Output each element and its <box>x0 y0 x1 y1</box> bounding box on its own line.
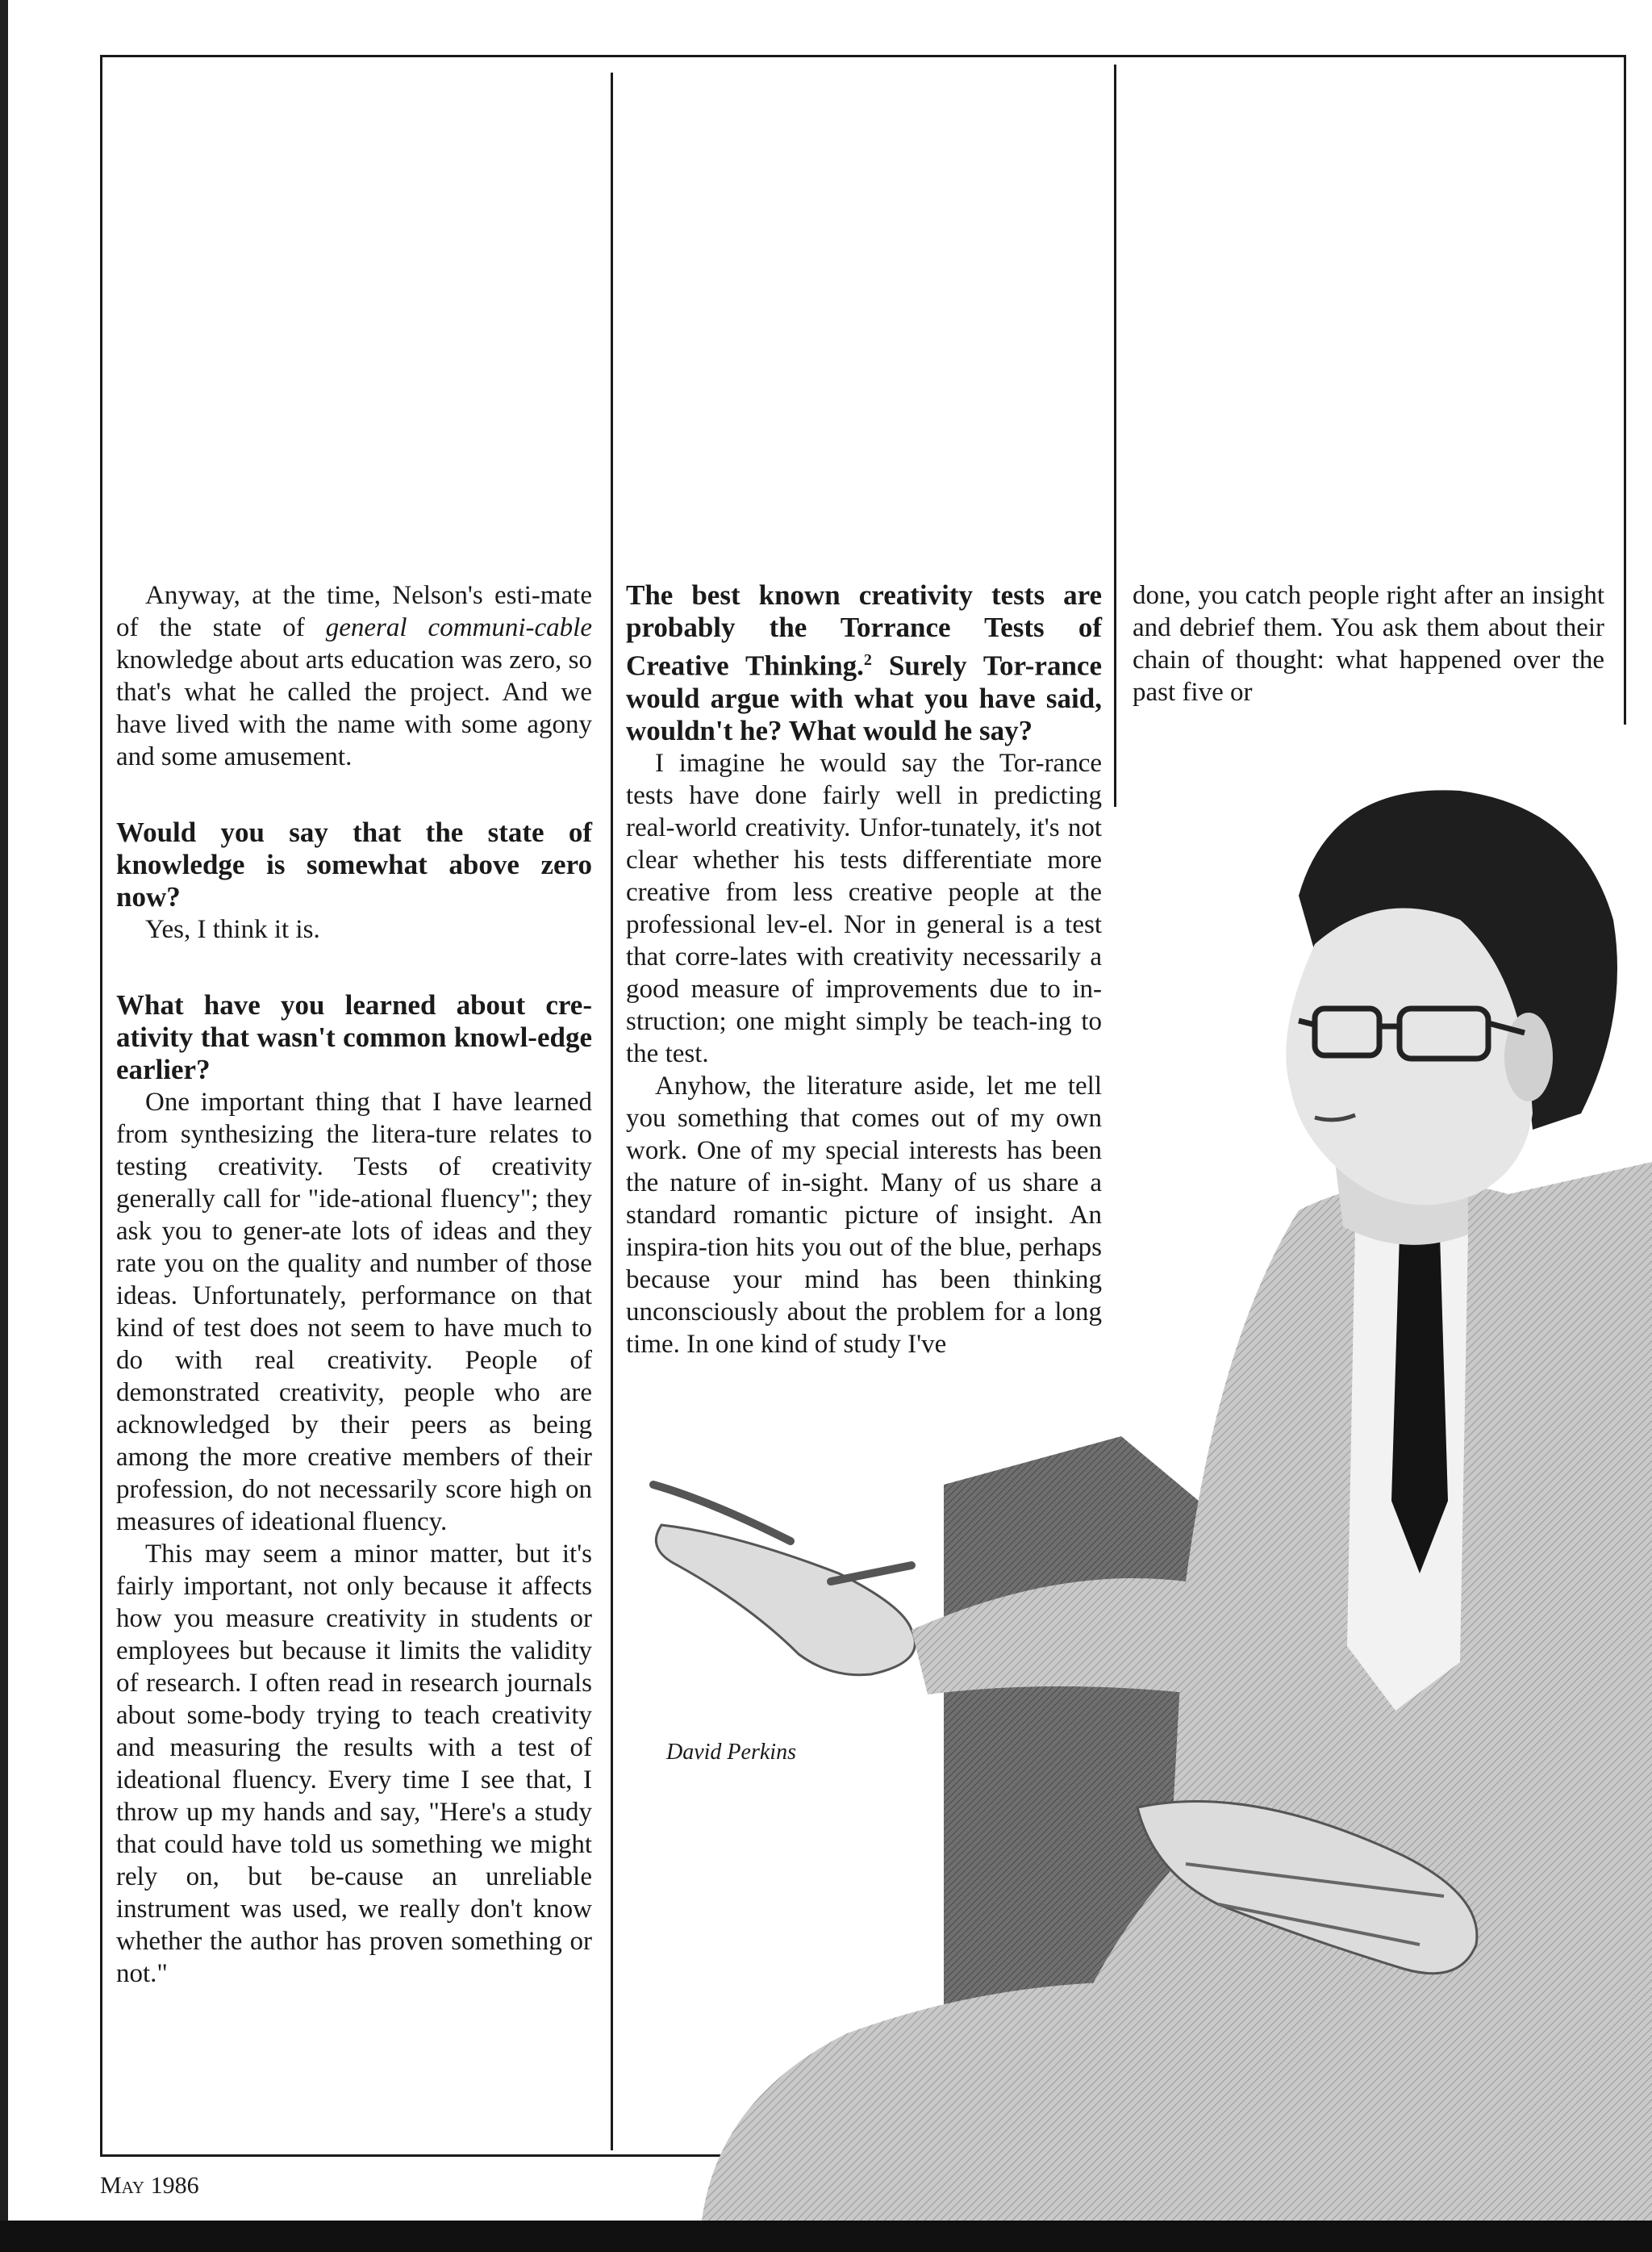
question-1: Would you say that the state of knowledge is somewhat above zero now? <box>116 817 592 913</box>
answer-2-paragraph-2: This may seem a minor matter, but it's fairly important, not only because it affects how you measure creativity in students or employees but because it limits the validity of research. I often read in research journals about some-body trying to teach creativity and measuring the results with a test of ideational fluency. Every time I see that, I throw up my hands and say, "Here's a study that could have told us something we might rely on, but be-cause an unreliable instrument was used, we really don't know whether the author has proven something or not." <box>116 1540 592 1988</box>
answer-1: Yes, I think it is. <box>145 915 320 944</box>
paragraph-1: Anyway, at the time, Nelson's esti-mate of the state of general communi-cable knowledge about arts education was zero, so that's what he called the project. And we have lived with the name with some agony and some amusement. <box>116 581 592 771</box>
answer-3-paragraph-2: Anyhow, the literature aside, let me tell you something that comes out of my own work. One of my special interests has been the nature of in-sight. Many of us share a standard romantic picture of insight. An inspira-tion hits you out of the blue, perhaps because your mind has been thinking unconsciously about the problem for a long time. In one kind of study I've <box>626 1071 1102 1359</box>
portrait-photo <box>605 710 1652 2221</box>
page-footer: May 1986 <box>100 2172 199 2199</box>
column-rule-2 <box>1114 65 1116 807</box>
answer-2-paragraph-1: One important thing that I have learned from synthesizing the litera-ture relates to testing creativity. Tests of creativity generally call for "ide-ational fluency"; they ask you to gener-ate lots of ideas and they rate you on the quality and number of those ideas. Unfortunately, performance on that kind of test does not seem to have much to do with real creativity. People of demonstrated creativity, people who are acknowledged by their peers as being among the more creative members of their profession, do not necessarily score high on measures of ideational fluency. <box>116 1088 592 1536</box>
column-1 <box>116 579 592 1990</box>
raised-hand <box>656 1525 915 1675</box>
page-frame-left <box>100 55 102 2156</box>
scan-bottom-edge <box>0 2221 1652 2252</box>
photo-caption: David Perkins <box>666 1740 796 1765</box>
binding-edge <box>0 0 8 2252</box>
column-3-text: done, you catch people right after an insight and debrief them. You ask them about their chain of thought: what happened over the past five or <box>1133 581 1604 707</box>
necktie <box>1391 1235 1448 1573</box>
question-3: The best known creativity tests are probably the Torrance Tests of Creative Thinking.$^2$ Surely Tor-rance would argue with what you have said, wouldn't he? What would he say? <box>626 579 1102 746</box>
question-2: What have you learned about cre-ativity that wasn't common knowl-edge earlier? <box>116 989 592 1085</box>
trouser-leg <box>702 1969 1652 2221</box>
answer-3-paragraph-1: I imagine he would say the Tor-rance tests have done fairly well in predicting real-world creativity. Unfor-tunately, it's not clear whether his tests differentiate more creative from less creative people at the professional lev-el. Nor in general is a test that corre-lates with creativity necessarily a good measure of improvements due to in-struction; one might simply be teach-ing to the test. <box>626 748 1102 1068</box>
column-3 <box>1133 579 1604 708</box>
page-frame-right <box>1624 55 1626 725</box>
page-frame-top <box>100 55 1626 57</box>
